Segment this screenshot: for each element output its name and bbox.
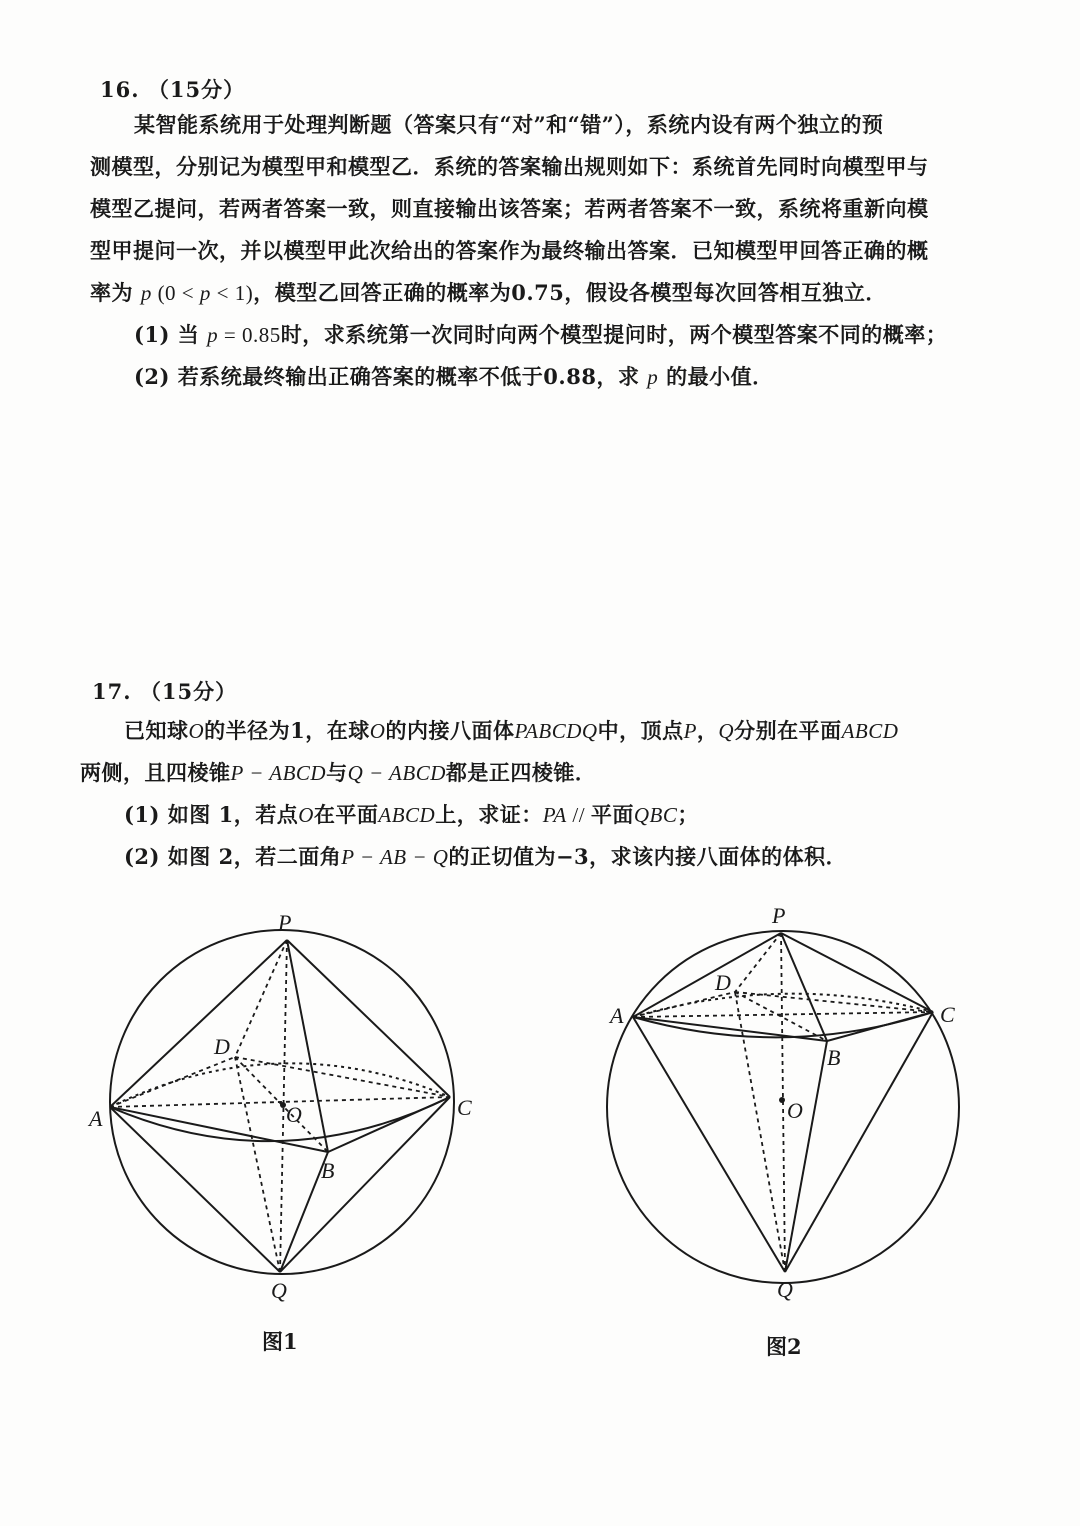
- fig1-edge-QA: [110, 1107, 280, 1272]
- q16-p1-eq: = 0.85: [218, 323, 281, 347]
- figure-2-caption: 图2: [766, 1334, 802, 1359]
- fig2-label-A: A: [610, 1003, 624, 1028]
- fig1-edge-PD: [235, 940, 287, 1057]
- q16-body: [90, 104, 1010, 398]
- fig2-edge-PD: [735, 933, 781, 992]
- q16-score: （15分）: [147, 77, 246, 102]
- q17-p1-plane2: QBC: [633, 803, 678, 827]
- q17-l1-p: P: [683, 719, 697, 743]
- q16-line-2: 测模型，分别记为模型甲和模型乙．系统的答案输出规则如下：系统首先同时向模型甲与: [90, 154, 929, 179]
- q17-l1-t1: 已知球: [124, 718, 189, 743]
- fig1-sphere: [110, 930, 454, 1274]
- q16-p1-text: 时，求系统第一次同时向两个模型提问时，两个模型答案不同的概率；: [280, 322, 948, 347]
- q16-l5-cond-close: < 1): [210, 281, 254, 305]
- q17-p1-plane: ABCD: [378, 803, 436, 827]
- fig2-label-O: O: [787, 1098, 803, 1123]
- fig2-label-B: B: [827, 1045, 841, 1070]
- fig1-edge-DC: [235, 1057, 450, 1097]
- q16-l5-pre: 率为: [90, 280, 141, 305]
- q17-l1-t4: 中，顶点: [597, 718, 684, 743]
- q17-part-2: [80, 836, 1020, 878]
- q16-p1-var: p: [207, 323, 219, 347]
- q17-l1-plane: ABCD: [841, 719, 899, 743]
- q16-p2-label: (2) 若系统最终输出正确答案的概率不低于0.88，求: [134, 364, 648, 389]
- q16-header: [100, 74, 245, 104]
- fig1-label-B: B: [321, 1158, 335, 1183]
- q16-line-1: 某智能系统用于处理判断题（答案只有“对”和“错”），系统内设有两个独立的预: [134, 112, 884, 137]
- fig1-label-P: P: [278, 910, 292, 935]
- fig2-edge-QB: [785, 1041, 827, 1272]
- q17-l2-py2: Q − ABCD: [347, 761, 446, 785]
- q17-l1-t5: 分别在平面: [734, 718, 842, 743]
- fig2-edge-QC: [785, 1012, 933, 1272]
- q17-body: [80, 710, 1020, 878]
- q17-l1-t2: 的半径为1，在球: [204, 718, 370, 743]
- q17-part-1: [80, 794, 1020, 836]
- fig2-label-D: D: [715, 970, 731, 995]
- fig2-sphere: [607, 931, 959, 1283]
- fig2-edge-PB: [781, 933, 827, 1041]
- fig1-equator-back: [110, 1063, 450, 1107]
- q17-line-2: [80, 752, 1020, 794]
- fig2-label-P: P: [772, 903, 786, 928]
- fig1-edge-QD: [235, 1057, 280, 1272]
- q16-l5-var: p: [140, 281, 152, 305]
- q17-l1-sep: ，: [696, 718, 719, 743]
- fig1-label-O: O: [286, 1102, 302, 1127]
- q17-p1-t1: (1) 如图 1，若点: [124, 802, 299, 827]
- fig1-label-A: A: [89, 1106, 103, 1131]
- q17-l1-t3: 的内接八面体: [385, 718, 515, 743]
- fig2-label-Q: Q: [777, 1277, 793, 1302]
- q17-l2-py1: P − ABCD: [230, 761, 327, 785]
- fig2-diag-AC: [633, 1012, 933, 1017]
- figure-1-caption: 图1: [262, 1329, 298, 1354]
- fig1-diag-AC: [110, 1097, 450, 1107]
- q16-line-3: 模型乙提问，若两者答案一致，则直接输出该答案；若两者答案不一致，系统将重新向模: [90, 196, 929, 221]
- fig1-label-Q: Q: [271, 1278, 287, 1303]
- q17-score: （15分）: [139, 679, 238, 704]
- q17-l2-t2: 与: [326, 760, 348, 785]
- fig2-edge-BC: [827, 1012, 933, 1041]
- q17-l2-t1: 两侧，且四棱锥: [80, 760, 231, 785]
- fig1-label-C: C: [457, 1095, 472, 1120]
- q16-l5-cond-open: (0 <: [151, 281, 200, 305]
- figure-2-svg: [595, 895, 985, 1315]
- q17-l1-o1: O: [188, 719, 205, 743]
- fig1-edge-BC: [328, 1097, 450, 1152]
- q16-part-1: [90, 314, 1010, 356]
- figure-1-svg: [80, 900, 520, 1310]
- q17-p1-t4: 平面: [590, 802, 634, 827]
- q16-l5-post: ，模型乙回答正确的概率为0.75，假设各模型每次回答相互独立．: [253, 280, 887, 305]
- q17-l1-o2: O: [369, 719, 386, 743]
- q17-line-1: [80, 710, 1020, 752]
- q17-p2-t1: (2) 如图 2，若二面角: [124, 844, 342, 869]
- fig1-label-D: D: [214, 1034, 230, 1059]
- q17-l2-t3: 都是正四棱锥．: [445, 760, 597, 785]
- q17-p1-t2: 在平面: [313, 802, 379, 827]
- q17-p1-t5: ；: [677, 802, 699, 827]
- fig2-label-C: C: [940, 1002, 955, 1027]
- q16-line-4: 型甲提问一次，并以模型甲此次给出的答案作为最终输出答案．已知模型甲回答正确的概: [90, 238, 929, 263]
- q16-p2-text: 的最小值．: [658, 364, 774, 389]
- q17-p1-o: O: [298, 803, 314, 827]
- q17-p1-par: //: [566, 803, 591, 827]
- q16-p2-var: p: [647, 365, 659, 389]
- q16-part-2: [90, 356, 1010, 398]
- fig2-edge-PC: [781, 933, 933, 1012]
- fig1-edge-AD: [110, 1057, 235, 1107]
- figure-1: [80, 900, 520, 1310]
- q17-number: 17.: [92, 679, 132, 704]
- q17-p2-angle: P − AB − Q: [341, 845, 449, 869]
- figure-2: [595, 895, 985, 1315]
- q17-p2-t2: 的正切值为−3，求该内接八面体的体积．: [448, 844, 848, 869]
- q16-line-5: [90, 272, 1010, 314]
- q17-l1-poly: PABCDQ: [514, 719, 598, 743]
- q17-p1-t3: 上，求证：: [435, 802, 543, 827]
- q16-number: 16.: [100, 77, 140, 102]
- q17-l1-q: Q: [718, 719, 735, 743]
- q16-p1-label: (1) 当: [134, 322, 208, 347]
- q16-l5-cond-var: p: [199, 281, 211, 305]
- fig1-edge-QC: [280, 1097, 450, 1272]
- fig1-edge-PC: [287, 940, 450, 1097]
- q17-p1-line: PA: [542, 803, 567, 827]
- fig2-edge-AB: [633, 1017, 827, 1041]
- q17-header: [92, 676, 237, 706]
- fig2-center-dot: [779, 1097, 785, 1103]
